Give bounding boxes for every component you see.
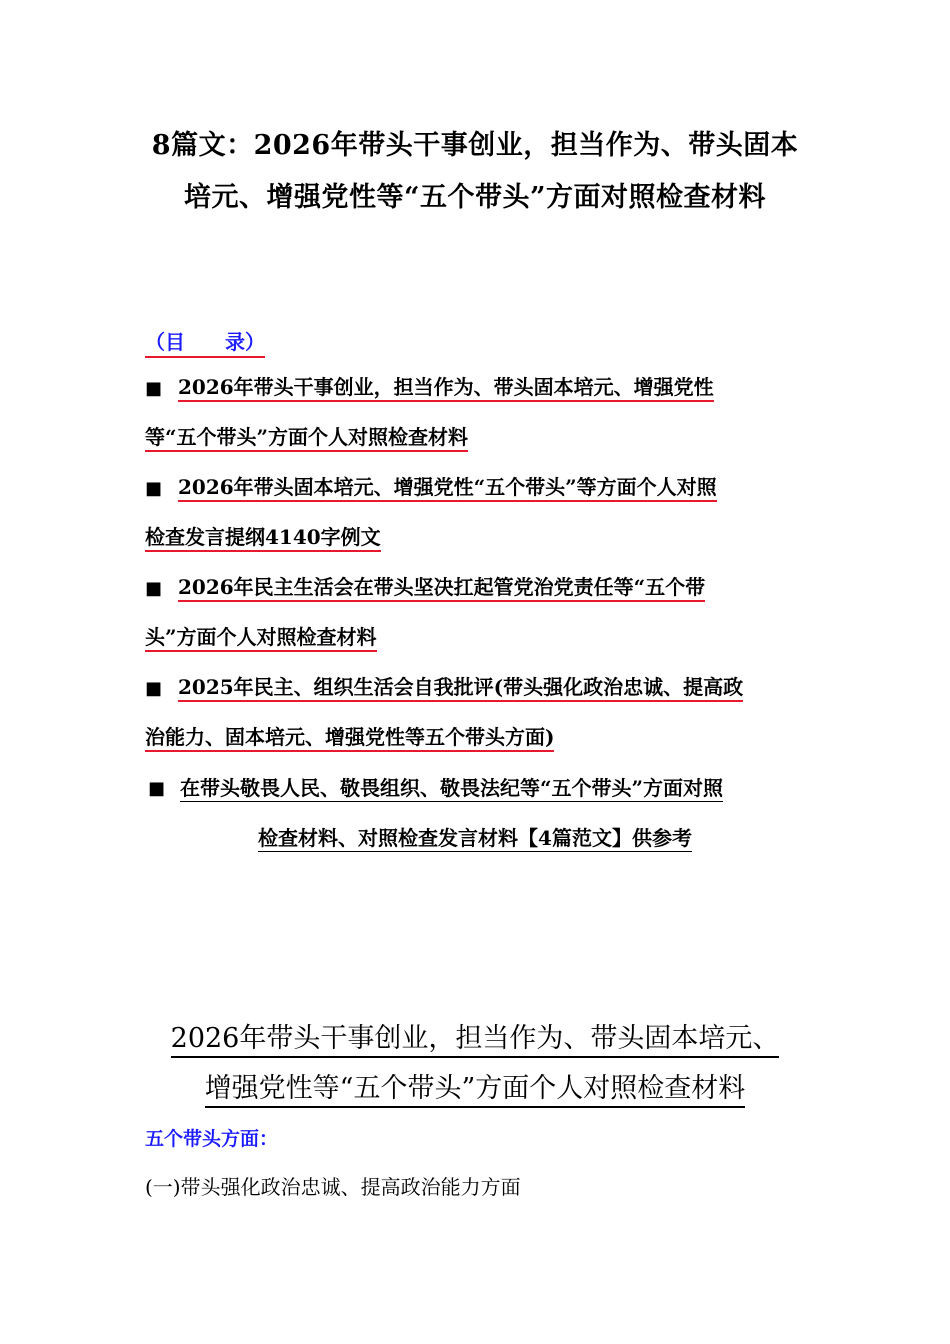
toc-link-line-1[interactable]: 2026年民主生活会在带头坚决扛起管党治党责任等“五个带 [178, 576, 705, 602]
toc-link-line-1[interactable]: 2026年带头固本培元、增强党性“五个带头”等方面个人对照 [178, 476, 717, 502]
section-paragraph: (一)带头强化政治忠诚、提高政治能力方面 [145, 1175, 521, 1199]
toc-link-line-2[interactable]: 检查发言提纲4140字例文 [145, 526, 381, 552]
document-title [100, 120, 850, 224]
toc-link-line-1[interactable]: 2026年带头干事创业，担当作为、带头固本培元、增强党性 [178, 376, 714, 402]
toc-link-line-2[interactable]: 治能力、固本培元、增强党性等五个带头方面) [145, 726, 554, 752]
section-title [100, 1014, 850, 1114]
toc-link-line-2[interactable]: 头”方面个人对照检查材料 [145, 626, 377, 652]
document-title-line-1: 8篇文：2026年带头干事创业，担当作为、带头固本 [151, 130, 799, 161]
square-bullet-icon: ■ [145, 678, 163, 699]
section-title-line-2: 增强党性等“五个带头”方面个人对照检查材料 [205, 1073, 746, 1108]
toc-link-line-1[interactable]: 在带头敬畏人民、敬畏组织、敬畏法纪等“五个带头”方面对照 [180, 775, 724, 800]
toc-link-line-1[interactable]: 2025年民主、组织生活会自我批评(带头强化政治忠诚、提高政 [178, 676, 743, 702]
square-bullet-icon: ■ [145, 578, 163, 599]
section-title-line-1: 2026年带头干事创业，担当作为、带头固本培元、 [171, 1023, 780, 1058]
square-bullet-icon: ■ [148, 778, 166, 799]
toc-link-line-2[interactable]: 等“五个带头”方面个人对照检查材料 [145, 426, 468, 452]
section-subheading: 五个带头方面： [145, 1128, 279, 1150]
square-bullet-icon: ■ [145, 478, 163, 499]
toc-link-line-2[interactable]: 检查材料、对照检查发言材料【4篇范文】供参考 [258, 825, 692, 850]
toc-heading: （目 录） [145, 326, 265, 358]
document-title-line-2: 培元、增强党性等“五个带头”方面对照检查材料 [183, 182, 767, 213]
square-bullet-icon: ■ [145, 378, 163, 399]
